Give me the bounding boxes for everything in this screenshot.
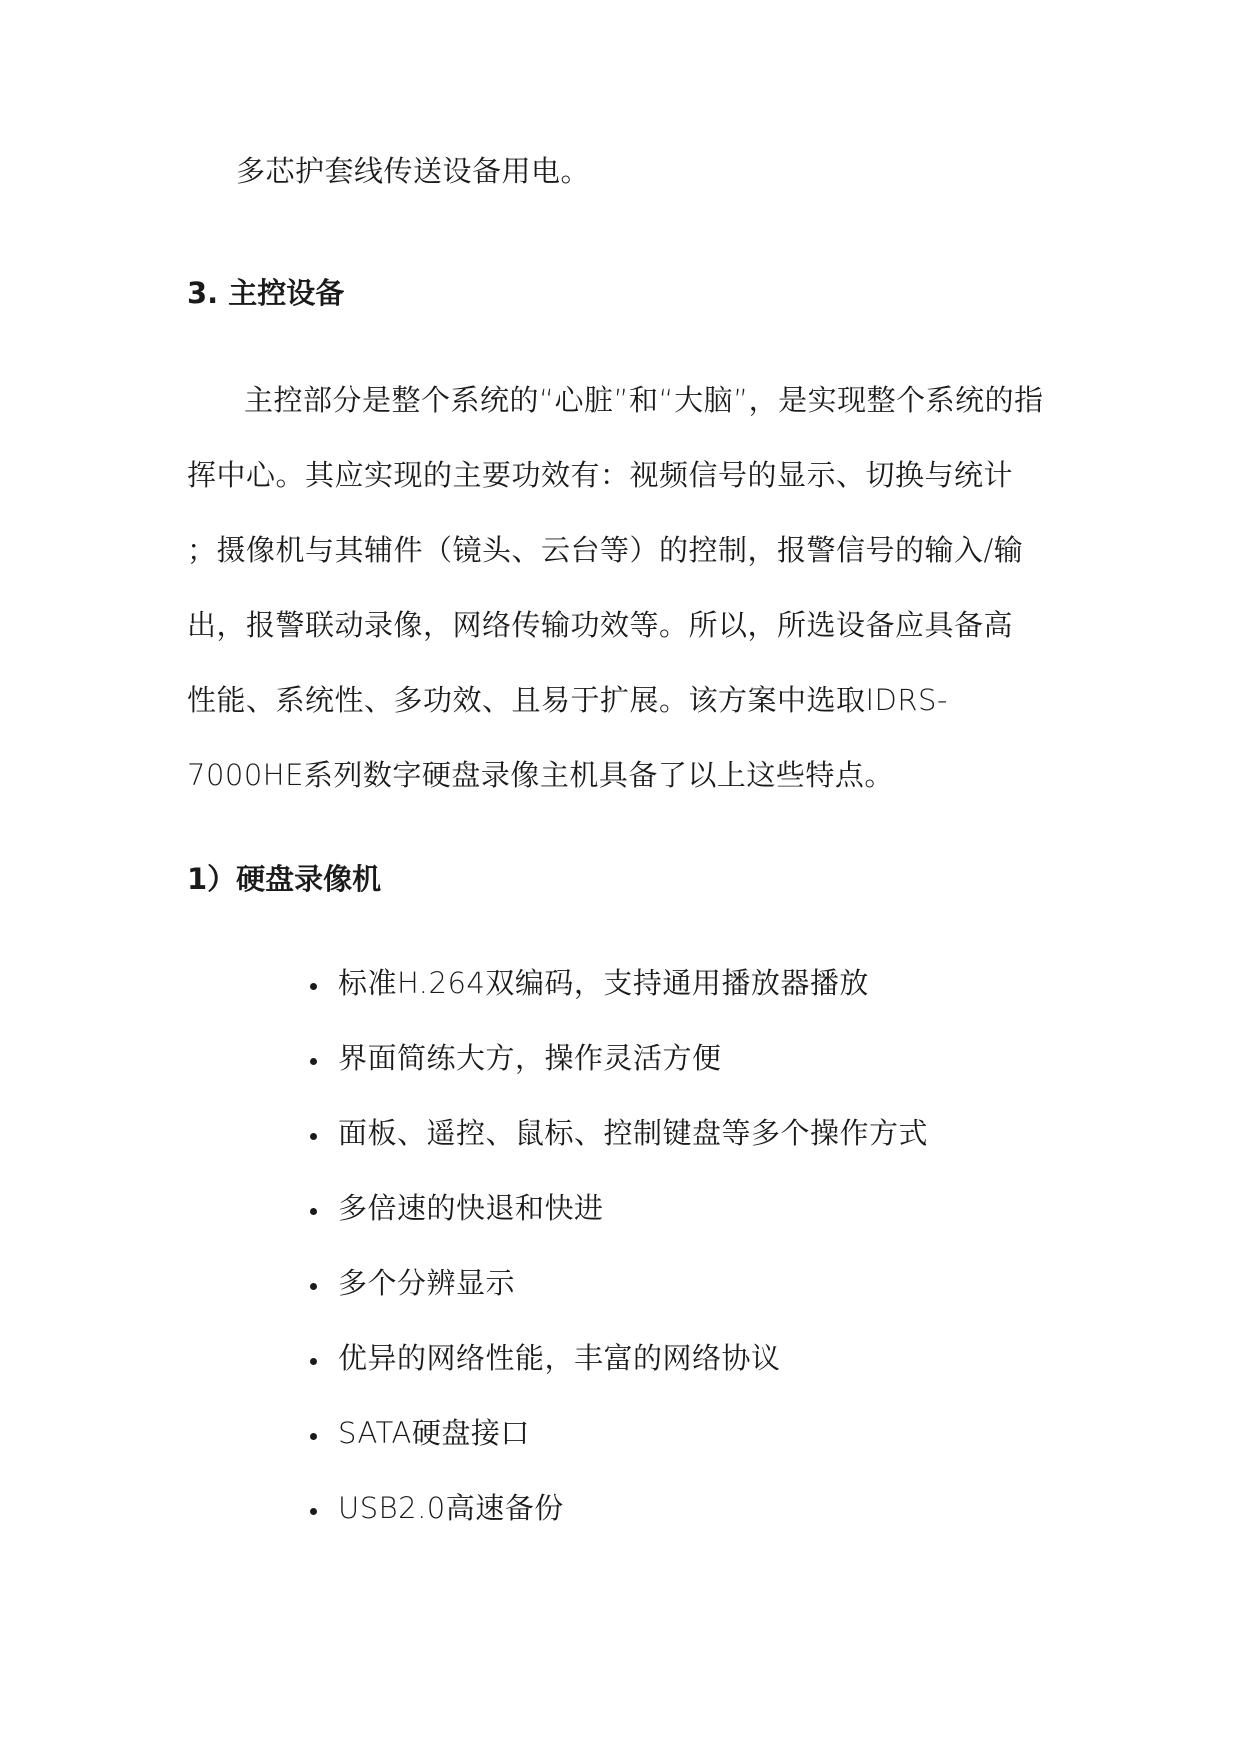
list-item-text: USB2.0高速备份	[338, 1491, 564, 1525]
paragraph-line: 挥中心。其应实现的主要功效有：视频信号的显示、切换与统计	[187, 458, 1014, 492]
bullet-icon	[310, 1433, 317, 1440]
bullet-icon	[310, 1283, 317, 1290]
list-item-text: 多倍速的快退和快进	[338, 1191, 604, 1225]
bullet-icon	[310, 1208, 317, 1215]
list-item-text: 多个分辨显示	[338, 1266, 516, 1300]
subsection-heading: 1）硬盘录像机	[187, 862, 382, 896]
list-item-text: SATA硬盘接口	[338, 1416, 530, 1450]
bullet-icon	[310, 1058, 317, 1065]
list-item-text: 优异的网络性能，丰富的网络协议	[338, 1341, 781, 1375]
continuation-line: 多芯护套线传送设备用电。	[236, 154, 591, 188]
bullet-icon	[310, 983, 317, 990]
list-item-text: 面板、遥控、鼠标、控制键盘等多个操作方式	[338, 1116, 929, 1150]
bullet-icon	[310, 1133, 317, 1140]
paragraph-line: ；摄像机与其辅件（镜头、云台等）的控制，报警信号的输入/输	[187, 533, 1024, 567]
paragraph-line: 主控部分是整个系统的“心脏”和“大脑”，是实现整个系统的指	[244, 383, 1044, 417]
section-heading: 3. 主控设备	[187, 276, 345, 310]
list-item-text: 标准H.264双编码，支持通用播放器播放	[338, 966, 869, 1000]
bullet-icon	[310, 1358, 317, 1365]
list-item-text: 界面简练大方，操作灵活方便	[338, 1041, 722, 1075]
paragraph-line: 7000HE系列数字硬盘录像主机具备了以上这些特点。	[187, 758, 894, 792]
paragraph-line: 性能、系统性、多功效、且易于扩展。该方案中选取IDRS-	[187, 683, 948, 717]
paragraph-line: 出，报警联动录像，网络传输功效等。所以，所选设备应具备高	[187, 608, 1014, 642]
bullet-icon	[310, 1508, 317, 1515]
